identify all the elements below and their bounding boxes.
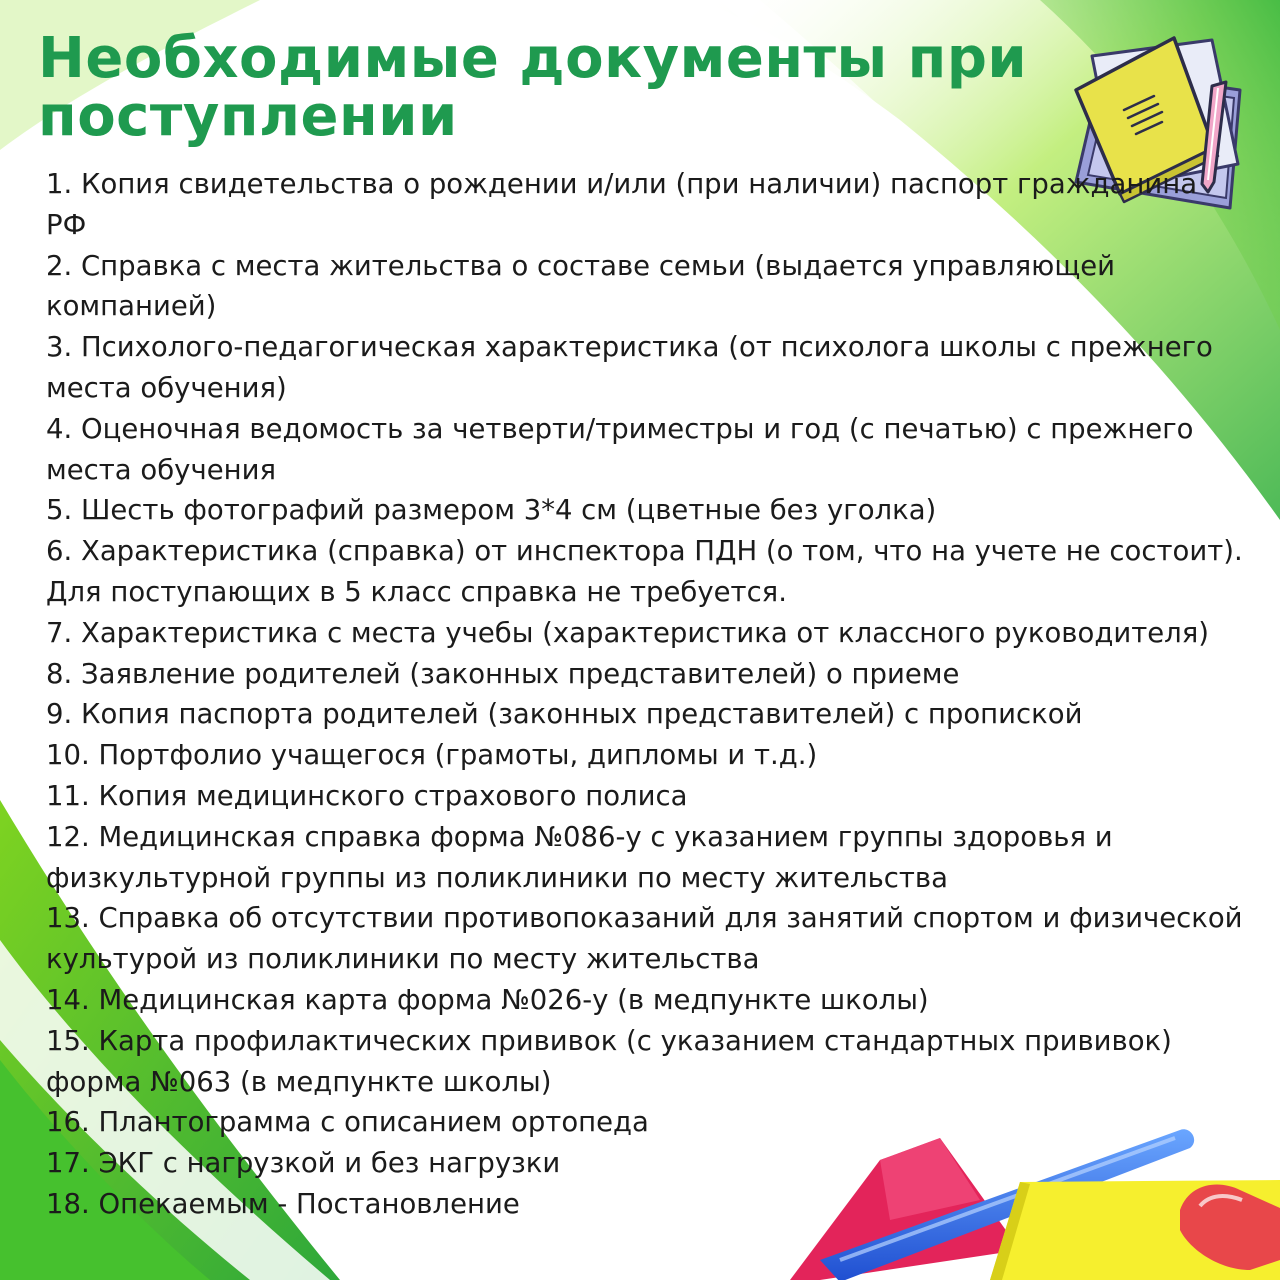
list-item: 17. ЭКГ с нагрузкой и без нагрузки xyxy=(46,1147,561,1180)
list-item: 14. Медицинская карта форма №026-у (в медпункте школы) xyxy=(46,983,929,1016)
list-item: 9. Копия паспорта родителей (законных представителей) с пропиской xyxy=(46,698,1083,731)
list-item: 8. Заявление родителей (законных представителей) о приеме xyxy=(46,657,960,690)
title-line-1: Необходимые документы при xyxy=(38,26,1028,91)
school-supplies-icon xyxy=(780,1110,1280,1280)
list-item: 2. Справка с места жительства о составе семьи (выдается управляющей компанией) xyxy=(46,249,1116,323)
title-line-2: поступлении xyxy=(38,84,458,149)
documents-list xyxy=(46,164,1246,1225)
list-item: 15. Карта профилактических прививок (с указанием стандартных прививок) форма №063 (в медпункте школы) xyxy=(46,1024,1172,1098)
list-item: 13. Справка об отсутствии противопоказаний для занятий спортом и физической культурой из поликлиники по месту жительства xyxy=(46,902,1243,976)
list-item: 3. Психолого-педагогическая характеристика (от психолога школы с прежнего места обучения) xyxy=(46,331,1213,404)
list-item: 18. Опекаемым - Постановление xyxy=(46,1187,520,1220)
list-item: 10. Портфолио учащегося (грамоты, дипломы и т.д.) xyxy=(46,739,818,772)
list-item: 16. Плантограмма с описанием ортопеда xyxy=(46,1106,649,1139)
list-item: 11. Копия медицинского страхового полиса xyxy=(46,779,688,812)
list-item: 7. Характеристика с места учебы (характеристика от классного руководителя) xyxy=(46,616,1209,649)
list-item: 5. Шесть фотографий размером 3*4 см (цветные без уголка) xyxy=(46,494,937,527)
list-item: 4. Оценочная ведомость за четверти/триместры и год (с печатью) с прежнего места обучения xyxy=(46,412,1194,486)
list-item: 6. Характеристика (справка) от инспектора ПДН (о том, что на учете не состоит). Для поступающих в 5 класс справка не требуется. xyxy=(46,535,1243,608)
list-item: 12. Медицинская справка форма №086-у с указанием группы здоровья и физкультурной группы из поликлиники по месту жительства xyxy=(46,820,1113,894)
list-item: 1. Копия свидетельства о рождении и/или (при наличии) паспорт гражданина РФ xyxy=(46,168,1198,241)
page-title xyxy=(38,26,1058,149)
